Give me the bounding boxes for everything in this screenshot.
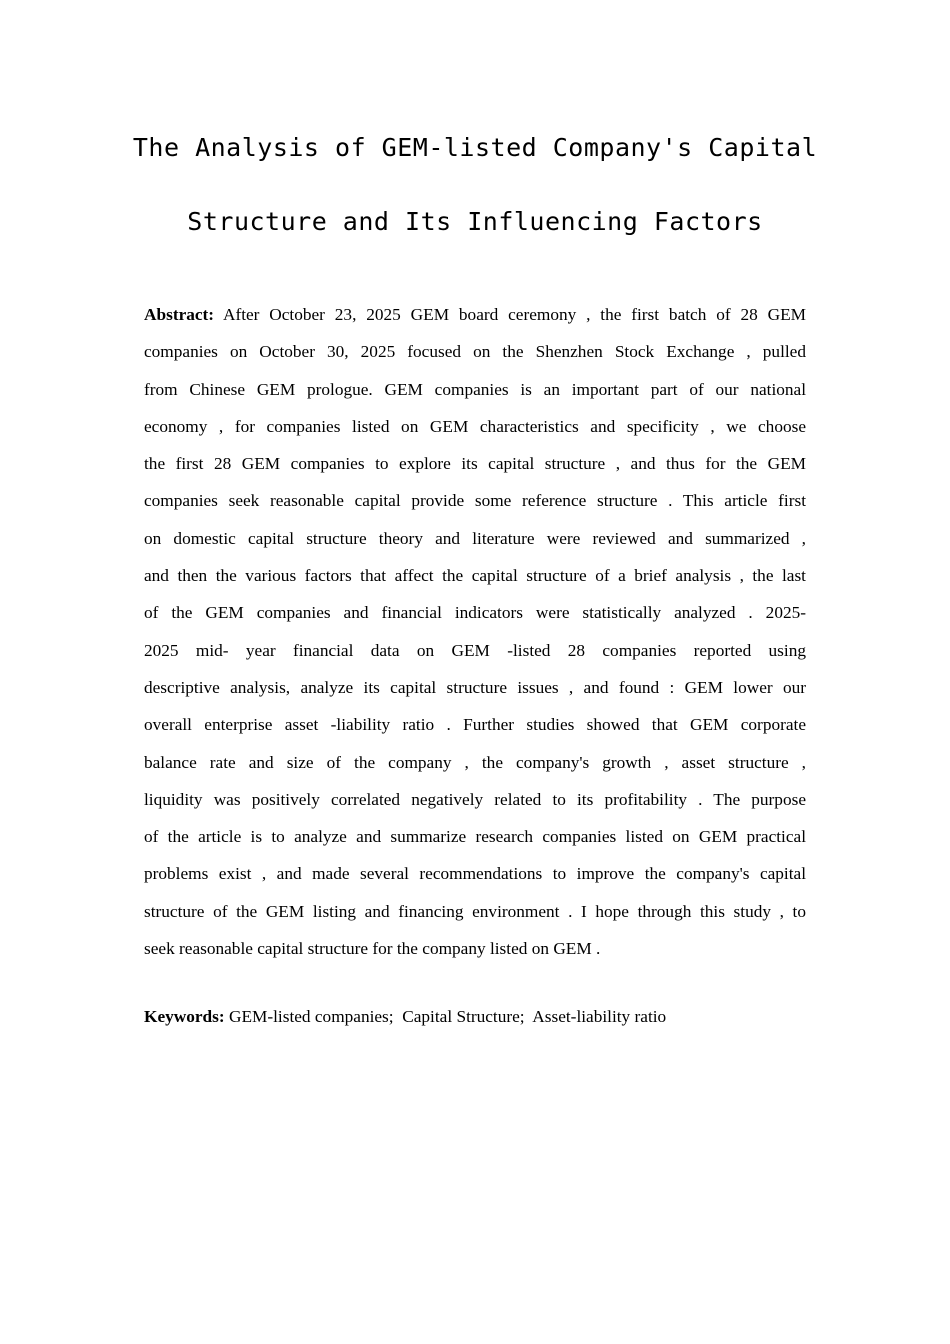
abstract-line: structure of the GEM listing and financing environment . I hope through this study , to bbox=[144, 901, 806, 921]
abstract-line: companies seek reasonable capital provide some reference structure . This article first bbox=[144, 491, 806, 511]
abstract-line: the first 28 GEM companies to explore its capital structure , and thus for the GEM bbox=[144, 454, 806, 474]
abstract-line: balance rate and size of the company , the company's growth , asset structure , bbox=[144, 752, 806, 772]
abstract-line: problems exist , and made several recommendations to improve the company's capital bbox=[144, 864, 806, 884]
abstract-line: of the GEM companies and financial indicators were statistically analyzed . 2025- bbox=[144, 603, 806, 623]
abstract-line: from Chinese GEM prologue. GEM companies is an important part of our national bbox=[144, 379, 806, 399]
abstract-line: 2025 mid- year financial data on GEM -listed 28 companies reported using bbox=[144, 640, 806, 660]
abstract-line: companies on October 30, 2025 focused on the Shenzhen Stock Exchange , pulled bbox=[144, 342, 806, 362]
abstract-line: seek reasonable capital structure for the company listed on GEM . bbox=[144, 939, 601, 959]
paper-title-line-2: Structure and Its Influencing Factors bbox=[187, 207, 763, 236]
abstract-line: liquidity was positively correlated negatively related to its profitability . The purpose bbox=[144, 789, 806, 809]
abstract-line: and then the various factors that affect the capital structure of a brief analysis , the last bbox=[144, 566, 806, 586]
abstract-label: Abstract: bbox=[144, 305, 215, 324]
abstract-line bbox=[144, 296, 806, 333]
keywords-text: GEM-listed companies; Capital Structure; Asset-liability ratio bbox=[224, 1007, 667, 1026]
abstract-line: on domestic capital structure theory and literature were reviewed and summarized , bbox=[144, 528, 806, 548]
paper-title-line-1: The Analysis of GEM-listed Company's Capital bbox=[132, 133, 818, 162]
abstract-line: economy , for companies listed on GEM characteristics and specificity , we choose bbox=[144, 416, 806, 436]
abstract-line: of the article is to analyze and summarize research companies listed on GEM practical bbox=[144, 827, 806, 847]
abstract-section bbox=[144, 296, 806, 967]
keywords-label: Keywords: bbox=[144, 1007, 225, 1026]
abstract-line: descriptive analysis, analyze its capital structure issues , and found : GEM lower our bbox=[144, 677, 806, 697]
abstract-line-text: After October 23, 2025 GEM board ceremony , the first batch of 28 GEM bbox=[214, 305, 806, 324]
abstract-line: overall enterprise asset -liability ratio . Further studies showed that GEM corporate bbox=[144, 715, 806, 735]
keywords-section bbox=[144, 1001, 806, 1033]
